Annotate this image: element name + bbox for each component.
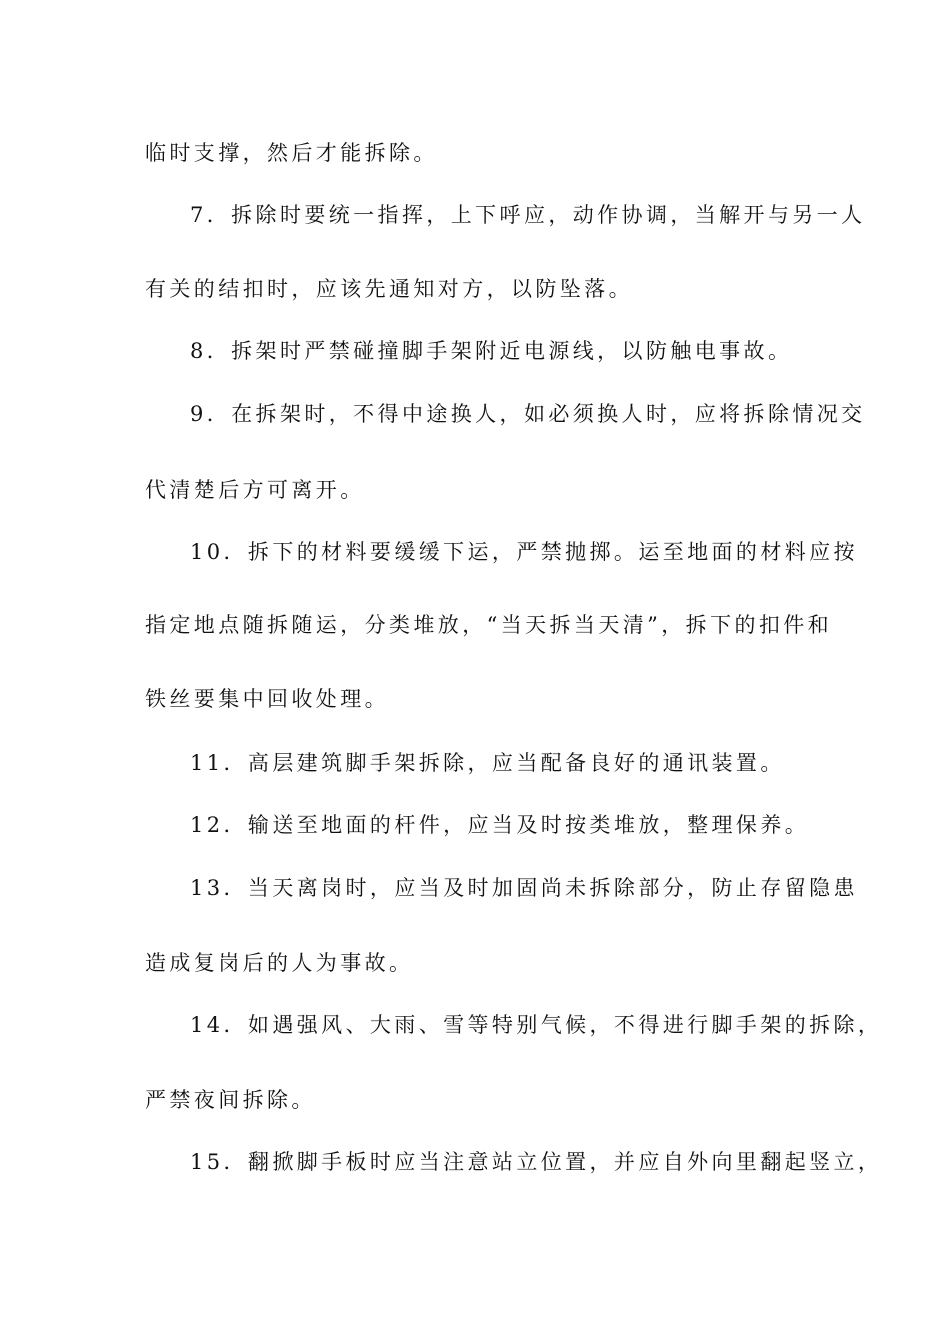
text-line: 临时支撑，然后才能拆除。 bbox=[145, 141, 438, 165]
text-line: 有关的结扣时，应该先通知对方，以防坠落。 bbox=[145, 277, 633, 301]
text-line: 代清楚后方可离开。 bbox=[145, 478, 365, 502]
text-line-item-10: 10．拆下的材料要缓缓下运，严禁抛掷。运至地面的材料应按 bbox=[190, 540, 858, 564]
text-line-item-9: 9．在拆架时，不得中途换人，如必须换人时，应将拆除情况交 bbox=[190, 402, 866, 426]
text-line-item-15: 15．翻掀脚手板时应当注意站立位置，并应自外向里翻起竖立， bbox=[190, 1150, 883, 1174]
text-line: 造成复岗后的人为事故。 bbox=[145, 951, 414, 975]
text-line: 指定地点随拆随运，分类堆放，“当天拆当天清”，拆下的扣件和 bbox=[145, 613, 833, 637]
text-line-item-7: 7．拆除时要统一指挥，上下呼应，动作协调，当解开与另一人 bbox=[190, 203, 866, 227]
text-line-item-11: 11．高层建筑脚手架拆除，应当配备良好的通讯装置。 bbox=[190, 751, 785, 775]
text-line: 铁丝要集中回收处理。 bbox=[145, 687, 389, 711]
text-line-item-8: 8．拆架时严禁碰撞脚手架附近电源线，以防触电事故。 bbox=[190, 339, 793, 363]
text-line: 严禁夜间拆除。 bbox=[145, 1088, 316, 1112]
text-line-item-13: 13．当天离岗时，应当及时加固尚未拆除部分，防止存留隐患 bbox=[190, 876, 858, 900]
text-line-item-14: 14．如遇强风、大雨、雪等特别气候，不得进行脚手架的拆除， bbox=[190, 1013, 883, 1037]
text-line-item-12: 12．输送至地面的杆件，应当及时按类堆放，整理保养。 bbox=[190, 813, 810, 837]
